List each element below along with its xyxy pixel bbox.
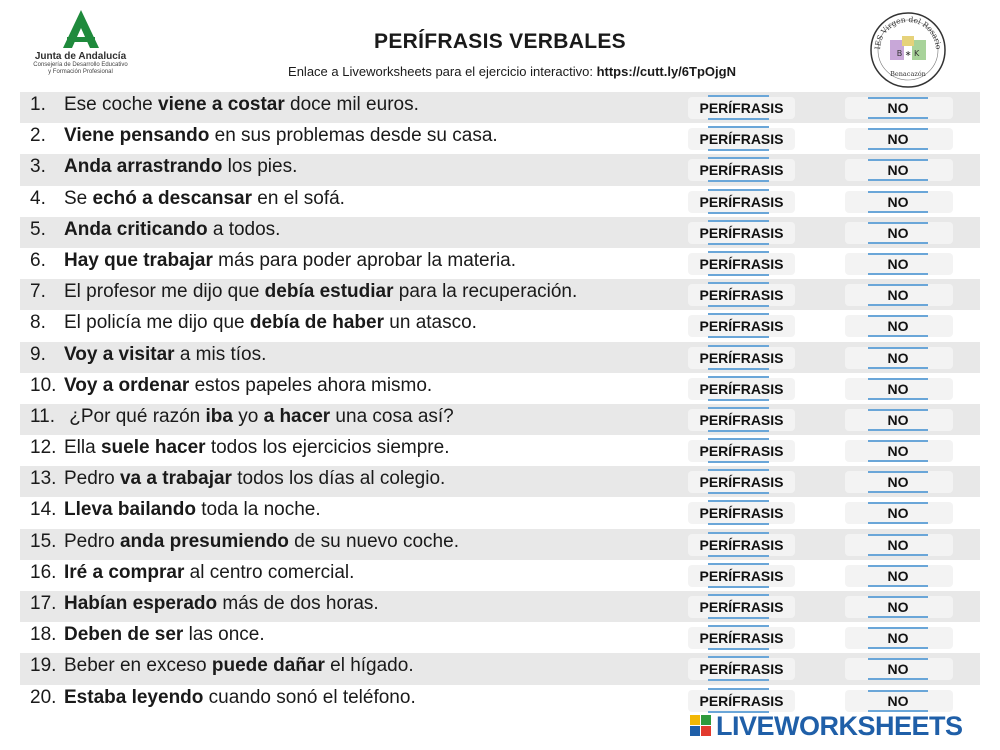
exercise-number: 6. [30,249,46,271]
sentence-verb-phrase: Voy a visitar [64,343,175,365]
exercise-sentence [30,593,379,615]
sentence-text: una cosa así? [330,405,454,427]
exercise-row [20,497,980,528]
exercise-number: 10. [30,374,57,396]
selection-line [708,594,769,596]
no-button[interactable] [845,191,953,213]
sentence-verb-phrase: a hacer [263,405,331,427]
perifrasis-button-label: PERÍFRASIS [699,131,784,148]
no-button[interactable] [845,159,953,181]
selection-line [708,688,769,690]
exercise-row [20,529,980,560]
exercise-number: 3. [30,156,46,178]
sentence-text: Ese coche [64,94,158,115]
selection-line [708,407,769,409]
sentence-text: de su nuevo coche. [288,530,459,552]
selection-line [708,274,769,276]
exercise-number: 13. [30,468,57,490]
exercise-row [20,560,980,591]
selection-line [708,586,769,588]
exercise-row [20,310,980,341]
no-button-label: NO [868,284,928,306]
perifrasis-button[interactable] [688,128,795,150]
selection-line [708,469,769,471]
perifrasis-button-label: PERÍFRASIS [699,162,784,179]
selection-line [708,212,769,214]
svg-text:B ∗ K: B ∗ K [896,49,920,58]
exercise-row [20,186,980,217]
exercise-sentence [30,562,354,584]
exercise-list [20,92,980,716]
selection-line [708,95,769,97]
sentence-verb-phrase: anda presumiendo [119,530,289,552]
school-logo-bottom-text: Benacazón [890,70,926,78]
no-button[interactable] [845,471,953,493]
subtitle-prefix: Enlace a Liveworksheets para el ejercicio interactivo: [288,64,597,79]
perifrasis-button[interactable] [688,191,795,213]
selection-line [708,282,769,284]
sentence-text: doce mil euros. [284,94,419,115]
sentence-verb-phrase: debía estudiar [264,281,394,303]
exercise-row [20,217,980,248]
exercise-number: 14. [30,499,57,521]
no-button-label: NO [868,159,928,181]
no-button-label: NO [868,658,928,680]
logo-sub-line-1: Consejería de Desarrollo Educativo [33,62,128,68]
exercise-sentence [30,94,419,116]
no-button[interactable] [845,440,953,462]
logo-sub-line-2: y Formación Profesional [48,69,113,75]
liveworksheets-blocks-icon [690,715,712,737]
sentence-text: las once. [183,624,265,646]
selection-line [708,656,769,658]
exercise-row [20,342,980,373]
selection-line [708,305,769,307]
sentence-text: El profesor me dijo que [64,281,265,303]
exercise-sentence [30,375,432,397]
selection-line [708,149,769,151]
sentence-text: Ella [64,437,101,459]
selection-line [708,648,769,650]
exercise-row [20,591,980,622]
perifrasis-button[interactable] [688,378,795,400]
exercise-sentence [30,468,445,490]
perifrasis-button[interactable] [688,534,795,556]
no-button[interactable] [845,534,953,556]
selection-line [708,336,769,338]
sentence-text: ¿Por qué razón [64,405,206,427]
exercise-row [20,404,980,435]
no-button[interactable] [845,658,953,680]
perifrasis-button[interactable] [688,315,795,337]
no-button[interactable] [845,596,953,618]
exercise-sentence [30,499,321,521]
no-button-label: NO [868,690,928,712]
no-button[interactable] [845,690,953,712]
sentence-verb-phrase: Viene pensando [64,125,210,147]
exercise-sentence [30,437,449,459]
exercise-sentence [30,125,498,147]
perifrasis-button-label: PERÍFRASIS [699,661,784,678]
exercise-row [20,154,980,185]
exercise-row [20,435,980,466]
school-logo [868,10,948,90]
perifrasis-button-label: PERÍFRASIS [699,536,784,553]
school-logo-arc-text: IES Virgen del Rosario [872,14,944,50]
perifrasis-button[interactable] [688,409,795,431]
no-button-label: NO [868,253,928,275]
perifrasis-button[interactable] [688,97,795,119]
exercise-sentence [30,406,454,428]
perifrasis-button-label: PERÍFRASIS [699,692,784,709]
subtitle-link[interactable]: https://cutt.ly/6TpOjgN [596,64,736,79]
perifrasis-button-label: PERÍFRASIS [699,567,784,584]
perifrasis-button[interactable] [688,627,795,649]
perifrasis-button[interactable] [688,159,795,181]
no-button[interactable] [845,409,953,431]
page-subtitle [0,64,1000,79]
selection-line [708,461,769,463]
no-button[interactable] [845,565,953,587]
perifrasis-button[interactable] [688,658,795,680]
no-button-label: NO [868,596,928,618]
sentence-verb-phrase: viene a costar [158,94,285,115]
sentence-text: Pedro [64,468,120,490]
exercise-number: 9. [30,343,46,365]
selection-line [708,625,769,627]
perifrasis-button[interactable] [688,284,795,306]
sentence-text: el hígado. [324,655,414,677]
perifrasis-button-label: PERÍFRASIS [699,380,784,397]
sentence-verb-phrase: Iré a comprar [64,561,185,583]
exercise-number: 4. [30,187,46,209]
no-button-label: NO [868,502,928,524]
no-button[interactable] [845,284,953,306]
exercise-number: 11. [30,405,56,427]
sentence-text: Beber en exceso [64,655,212,677]
no-button-label: NO [868,565,928,587]
perifrasis-button[interactable] [688,347,795,369]
exercise-row [20,622,980,653]
sentence-text: a todos. [207,218,281,240]
selection-line [708,368,769,370]
sentence-text: los pies. [222,156,298,178]
page-title: PERÍFRASIS VERBALES [374,30,626,53]
sentence-verb-phrase: suele hacer [100,437,206,459]
exercise-sentence [30,312,477,334]
selection-line [708,118,769,120]
selection-line [708,523,769,525]
perifrasis-button[interactable] [688,596,795,618]
sentence-text: a mis tíos. [174,343,267,365]
sentence-verb-phrase: Estaba leyendo [64,686,204,708]
no-button-label: NO [868,471,928,493]
exercise-row [20,373,980,404]
selection-line [708,438,769,440]
selection-line [708,563,769,565]
no-button[interactable] [845,222,953,244]
sentence-verb-phrase: Anda arrastrando [64,156,223,178]
sentence-verb-phrase: Anda criticando [64,218,208,240]
perifrasis-button-label: PERÍFRASIS [699,100,784,116]
sentence-text: para la recuperación. [393,281,578,303]
liveworksheets-brand [690,712,990,742]
perifrasis-button[interactable] [688,502,795,524]
exercise-sentence [30,219,280,241]
exercise-row [20,92,980,123]
selection-line [708,532,769,534]
perifrasis-button-label: PERÍFRASIS [699,349,784,366]
selection-line [708,189,769,191]
selection-line [708,313,769,315]
sentence-text: El policía me dijo que [64,312,250,334]
sentence-text: en sus problemas desde su casa. [209,125,498,147]
perifrasis-button-label: PERÍFRASIS [699,287,784,304]
exercise-row [20,279,980,310]
no-button-label: NO [868,222,928,244]
no-button-label: NO [868,534,928,556]
selection-line [708,220,769,222]
sentence-text: estos papeles ahora mismo. [189,374,433,396]
exercise-sentence [30,655,414,677]
exercise-number: 18. [30,624,57,646]
perifrasis-button[interactable] [688,440,795,462]
no-button[interactable] [845,253,953,275]
sentence-verb-phrase: iba [205,405,233,427]
selection-line [708,399,769,401]
no-button-label: NO [868,191,928,213]
selection-line [708,679,769,681]
exercise-sentence [30,687,416,709]
exercise-row [20,466,980,497]
no-button[interactable] [845,97,953,119]
sentence-verb-phrase: Habían esperado [64,593,218,614]
exercise-sentence [30,188,345,210]
perifrasis-button[interactable] [688,690,795,712]
no-button[interactable] [845,315,953,337]
exercise-row [20,123,980,154]
sentence-verb-phrase: Hay que trabajar [64,249,213,271]
perifrasis-button-label: PERÍFRASIS [699,318,784,335]
sentence-verb-phrase: Voy a ordenar [64,374,190,396]
exercise-number: 20. [30,686,57,708]
no-button-label: NO [868,347,928,369]
exercise-number: 12. [30,437,57,459]
perifrasis-button-label: PERÍFRASIS [699,505,784,522]
selection-line [708,243,769,245]
sentence-verb-phrase: Lleva bailando [64,499,196,521]
perifrasis-button-label: PERÍFRASIS [699,474,784,491]
no-button[interactable] [845,627,953,649]
logo-org-name: Junta de Andalucía [34,51,127,62]
sentence-verb-phrase: Deben de ser [64,624,184,646]
perifrasis-button-label: PERÍFRASIS [699,411,784,428]
no-button-label: NO [868,440,928,462]
exercise-number: 15. [30,530,57,552]
exercise-row [20,653,980,684]
no-button-label: NO [868,409,928,431]
sentence-text: en el sofá. [252,187,345,209]
exercise-number: 2. [30,125,46,147]
selection-line [708,180,769,182]
no-button[interactable] [845,378,953,400]
sentence-verb-phrase: debía de haber [249,312,384,334]
perifrasis-button[interactable] [688,471,795,493]
no-button-label: NO [868,315,928,337]
exercise-number: 16. [30,561,57,583]
exercise-number: 5. [30,218,46,240]
no-button-label: NO [868,128,928,150]
no-button[interactable] [845,347,953,369]
exercise-sentence [30,156,297,178]
perifrasis-button[interactable] [688,253,795,275]
selection-line [708,617,769,619]
sentence-text: todos los días al colegio. [231,468,446,490]
exercise-sentence [30,281,577,303]
perifrasis-button-label: PERÍFRASIS [699,630,784,647]
selection-line [708,500,769,502]
sentence-text: yo [232,405,264,427]
exercise-sentence [30,344,266,366]
selection-line [708,251,769,253]
exercise-number: 8. [30,312,46,334]
perifrasis-button-label: PERÍFRASIS [699,193,784,210]
sentence-text: más de dos horas. [217,593,379,614]
sentence-text: al centro comercial. [184,561,355,583]
no-button-label: NO [868,97,928,119]
sentence-text: Pedro [64,530,120,552]
no-button[interactable] [845,502,953,524]
liveworksheets-wordmark: LIVEWORKSHEETS [716,711,963,741]
perifrasis-button[interactable] [688,222,795,244]
selection-line [708,157,769,159]
exercise-number: 1. [30,94,46,115]
perifrasis-button[interactable] [688,565,795,587]
selection-line [708,555,769,557]
sentence-text: cuando sonó el teléfono. [203,686,416,708]
exercise-sentence [30,250,516,272]
selection-line [708,376,769,378]
exercise-number: 7. [30,281,46,303]
sentence-text: toda la noche. [195,499,321,521]
perifrasis-button-label: PERÍFRASIS [699,443,784,460]
sentence-verb-phrase: echó a descansar [92,187,253,209]
no-button[interactable] [845,128,953,150]
no-button-label: NO [868,378,928,400]
selection-line [708,126,769,128]
sentence-text: todos los ejercicios siempre. [205,437,450,459]
sentence-text: un atasco. [384,312,477,334]
sentence-verb-phrase: puede dañar [211,655,325,677]
selection-line [708,345,769,347]
perifrasis-button-label: PERÍFRASIS [699,255,784,272]
sentence-verb-phrase: va a trabajar [119,468,232,490]
exercise-number: 17. [30,593,57,614]
selection-line [708,430,769,432]
sentence-text: Se [64,187,93,209]
perifrasis-button-label: PERÍFRASIS [699,224,784,241]
exercise-row [20,248,980,279]
exercise-sentence [30,531,459,553]
sentence-text: más para poder aprobar la materia. [212,249,517,271]
exercise-sentence [30,624,265,646]
exercise-number: 19. [30,655,57,677]
selection-line [708,492,769,494]
no-button-label: NO [868,627,928,649]
perifrasis-button-label: PERÍFRASIS [699,599,784,615]
